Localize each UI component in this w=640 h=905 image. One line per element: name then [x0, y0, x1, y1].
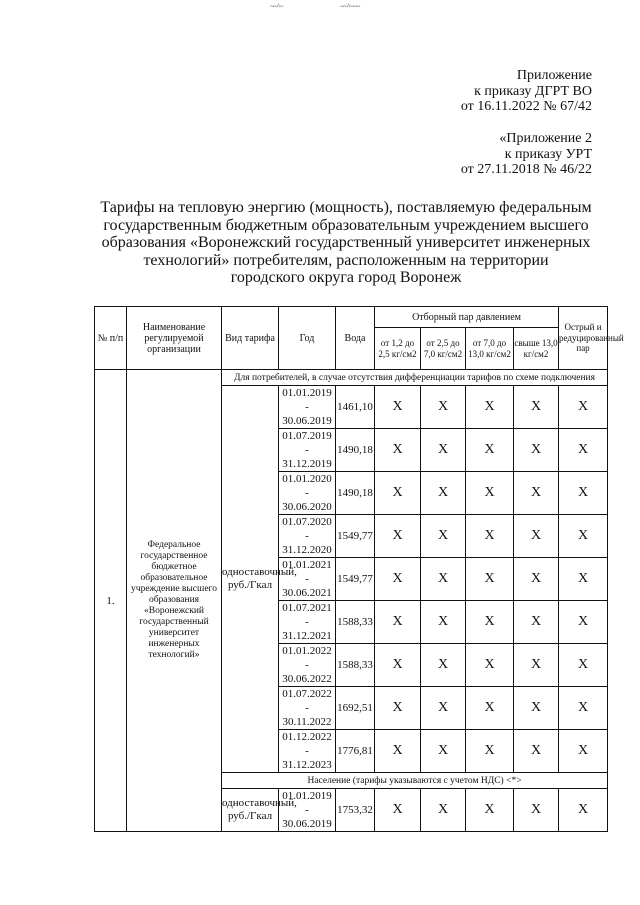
title-line: образования «Воронежский государственный университет инженерных	[101, 234, 591, 251]
year-to: 30.06.2020	[282, 501, 332, 513]
na-mark: X	[514, 515, 559, 558]
year-cell	[279, 558, 336, 601]
appendix-line: от 16.11.2022 № 67/42	[460, 99, 592, 114]
water-tariff-value: 1753,32	[336, 789, 375, 832]
tariff-table-body	[95, 370, 608, 832]
na-mark: X	[466, 730, 514, 773]
appendix-line: к приказу УРТ	[504, 146, 592, 162]
year-cell	[279, 601, 336, 644]
na-mark: X	[514, 429, 559, 472]
na-mark: X	[514, 789, 559, 832]
appendix-current	[461, 68, 592, 115]
na-mark: X	[375, 429, 421, 472]
na-mark: X	[559, 644, 608, 687]
year-to: 30.06.2022	[282, 673, 332, 685]
na-mark: X	[514, 386, 559, 429]
section-row	[95, 370, 608, 386]
header-steam-group: Отборный пар давлением	[375, 307, 559, 328]
na-mark: X	[559, 730, 608, 773]
na-mark: X	[559, 558, 608, 601]
na-mark: X	[514, 601, 559, 644]
header-steam-3: от 7,0 до 13,0 кг/см2	[466, 328, 514, 370]
title-line: Тарифы на тепловую энергию (мощность), поставляемую федеральным	[100, 199, 592, 216]
na-mark: X	[466, 472, 514, 515]
appendix-line: Приложение	[516, 68, 592, 83]
na-mark: X	[421, 789, 466, 832]
tariff-type: одноставочный, руб./Гкал	[222, 386, 279, 773]
year-from: 01.07.2021	[282, 602, 332, 614]
na-mark: X	[466, 687, 514, 730]
year-to: 30.11.2022	[282, 716, 332, 728]
year-dash: -	[305, 745, 309, 757]
na-mark: X	[514, 687, 559, 730]
na-mark: X	[375, 687, 421, 730]
na-mark: X	[514, 644, 559, 687]
year-cell	[279, 687, 336, 730]
na-mark: X	[375, 472, 421, 515]
year-to: 30.06.2021	[282, 587, 332, 599]
title-line: технологий» потребителям, расположенным на территории	[143, 251, 549, 269]
appendix-line: от 27.11.2018 № 46/22	[460, 162, 592, 177]
year-from: 01.01.2019	[282, 387, 332, 399]
na-mark: X	[466, 429, 514, 472]
na-mark: X	[375, 386, 421, 429]
na-mark: X	[421, 644, 466, 687]
year-from: 01.01.2021	[282, 559, 332, 571]
water-tariff-value: 1588,33	[336, 601, 375, 644]
na-mark: X	[466, 515, 514, 558]
water-tariff-value: 1461,10	[336, 386, 375, 429]
na-mark: X	[466, 558, 514, 601]
year-dash: -	[305, 487, 309, 499]
row-number: 1.	[95, 370, 127, 832]
header-org: Наименование регулируемой организации	[127, 307, 222, 370]
appendix-line: «Приложение 2	[499, 131, 592, 146]
year-cell	[279, 472, 336, 515]
header-steam-4: свыше 13,0 кг/см2	[514, 328, 559, 370]
na-mark: X	[466, 601, 514, 644]
header-steam-1: от 1,2 до 2,5 кг/см2	[375, 328, 421, 370]
na-mark: X	[375, 789, 421, 832]
na-mark: X	[421, 429, 466, 472]
year-to: 31.12.2019	[282, 458, 332, 470]
na-mark: X	[466, 789, 514, 832]
na-mark: X	[514, 558, 559, 601]
header-year: Год	[279, 307, 336, 370]
title-line: государственным бюджетным образовательным учреждением высшего	[103, 216, 589, 234]
year-from: 01.07.2022	[282, 688, 332, 700]
scan-mark-right: ~~^~~~	[340, 2, 360, 11]
na-mark: X	[375, 515, 421, 558]
na-mark: X	[421, 558, 466, 601]
year-cell	[279, 515, 336, 558]
year-from: 01.01.2020	[282, 473, 332, 485]
water-tariff-value: 1549,77	[336, 558, 375, 601]
year-dash: -	[305, 659, 309, 671]
appendix-original	[461, 131, 592, 178]
year-cell	[279, 789, 336, 832]
year-dash: -	[305, 401, 309, 413]
water-tariff-value: 1588,33	[336, 644, 375, 687]
na-mark: X	[559, 601, 608, 644]
year-cell	[279, 429, 336, 472]
na-mark: X	[559, 429, 608, 472]
year-from: 01.01.2022	[282, 645, 332, 657]
header-steam-2: от 2,5 до 7,0 кг/см2	[421, 328, 466, 370]
na-mark: X	[375, 558, 421, 601]
na-mark: X	[466, 644, 514, 687]
scan-mark-left: ~~^~	[270, 2, 283, 11]
section-header-population: Население (тарифы указываются с учетом НДС) <*>	[222, 773, 608, 789]
na-mark: X	[514, 730, 559, 773]
document-title	[86, 199, 606, 287]
year-dash: -	[305, 444, 309, 456]
na-mark: X	[559, 789, 608, 832]
water-tariff-value: 1490,18	[336, 429, 375, 472]
header-num: № п/п	[95, 307, 127, 370]
na-mark: X	[559, 687, 608, 730]
na-mark: X	[375, 644, 421, 687]
na-mark: X	[421, 515, 466, 558]
na-mark: X	[421, 472, 466, 515]
na-mark: X	[421, 601, 466, 644]
year-to: 31.12.2020	[282, 544, 332, 556]
year-from: 01.07.2020	[282, 516, 332, 528]
header-water: Вода	[336, 307, 375, 370]
water-tariff-value: 1490,18	[336, 472, 375, 515]
header-tariff-type: Вид тарифа	[222, 307, 279, 370]
year-dash: -	[305, 616, 309, 628]
water-tariff-value: 1549,77	[336, 515, 375, 558]
year-to: 31.12.2021	[282, 630, 332, 642]
na-mark: X	[514, 472, 559, 515]
year-to: 31.12.2023	[282, 759, 332, 771]
year-from: 01.01.2019	[282, 790, 332, 802]
water-tariff-value: 1692,51	[336, 687, 375, 730]
header-sharp-steam: Острый и редуцированный пар	[559, 307, 608, 370]
na-mark: X	[559, 472, 608, 515]
year-dash: -	[305, 530, 309, 542]
water-tariff-value: 1776,81	[336, 730, 375, 773]
year-dash: -	[305, 702, 309, 714]
year-dash: -	[305, 804, 309, 816]
na-mark: X	[375, 601, 421, 644]
na-mark: X	[375, 730, 421, 773]
na-mark: X	[421, 386, 466, 429]
year-to: 30.06.2019	[282, 818, 332, 830]
appendix-line: к приказу ДГРТ ВО	[474, 83, 592, 99]
year-cell	[279, 644, 336, 687]
year-from: 01.12.2022	[282, 731, 332, 743]
year-from: 01.07.2019	[282, 430, 332, 442]
na-mark: X	[421, 730, 466, 773]
na-mark: X	[559, 386, 608, 429]
title-line: городского округа город Воронеж	[230, 269, 462, 286]
section-header-general: Для потребителей, в случае отсутствия дифференциации тарифов по схеме подключения	[222, 370, 608, 386]
na-mark: X	[559, 515, 608, 558]
na-mark: X	[421, 687, 466, 730]
organization-name: Федеральное государственное бюджетное образовательное учреждение высшего образования «Воронежский государственный университет инженерных технологий»	[127, 370, 222, 832]
year-cell	[279, 730, 336, 773]
year-dash: -	[305, 573, 309, 585]
na-mark: X	[466, 386, 514, 429]
year-to: 30.06.2019	[282, 415, 332, 427]
year-cell	[279, 386, 336, 429]
population-tariff-type: одноставочный, руб./Гкал	[222, 789, 279, 832]
tariff-table	[94, 306, 624, 832]
